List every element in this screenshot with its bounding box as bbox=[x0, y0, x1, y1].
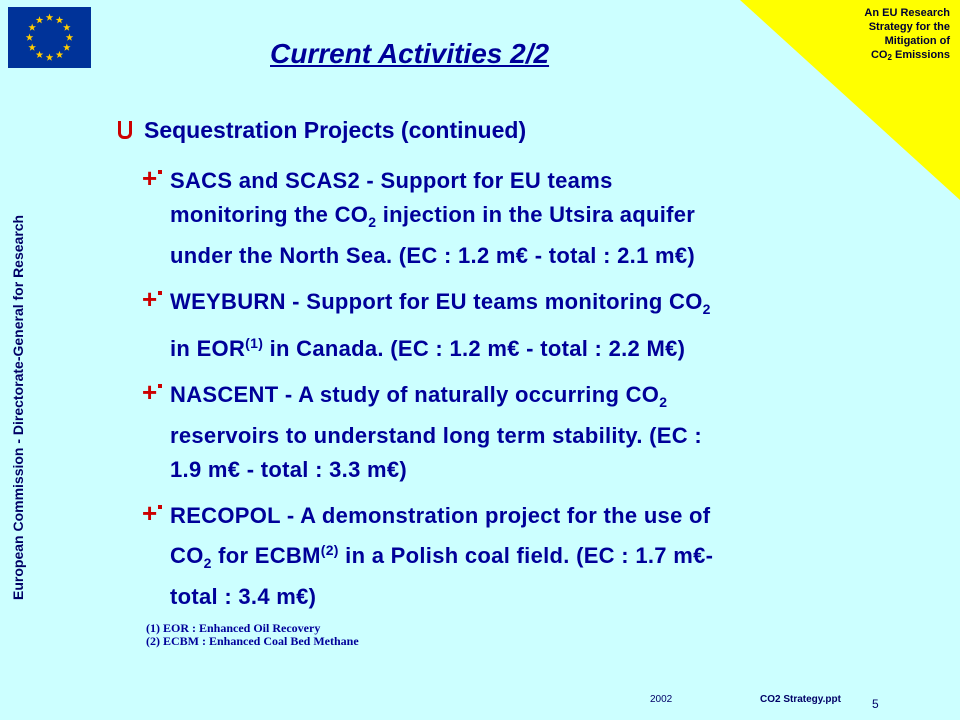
eu-star-icon bbox=[28, 44, 36, 51]
plus-bullet-icon: + bbox=[142, 288, 166, 312]
eu-star-icon bbox=[63, 24, 71, 31]
eu-star-icon bbox=[46, 14, 54, 21]
project-item-line: WEYBURN - Support for EU teams monitoring $CO_2$ bbox=[170, 289, 711, 317]
project-item-line: $CO_2$ for ECBM$^{(2)}$ in a Polish coal field. (EC : 1.7 m€- bbox=[170, 542, 714, 571]
u-bullet-icon bbox=[118, 121, 132, 139]
footer-year: 2002 bbox=[650, 694, 673, 705]
eu-star-icon bbox=[36, 16, 44, 23]
project-item-line: total : 3.4 m€) bbox=[170, 584, 317, 609]
footnote: (1) EOR : Enhanced Oil Recovery bbox=[146, 621, 321, 635]
corner-line-last: $CO_2$ Emissions bbox=[870, 49, 950, 62]
eu-star-icon bbox=[56, 51, 64, 58]
project-item-line: under the North Sea. (EC : 1.2 m€ - total : 2.1 m€) bbox=[170, 243, 696, 268]
eu-star-icon bbox=[28, 24, 36, 31]
section-heading bbox=[118, 117, 526, 144]
project-item-line: monitoring the $CO_2$ injection in the Utsira aquifer bbox=[170, 202, 696, 230]
project-item bbox=[142, 285, 882, 366]
project-item-line: RECOPOL - A demonstration project for the use of bbox=[170, 503, 711, 528]
footnotes bbox=[146, 622, 359, 648]
project-item-line: in EOR$^{(1)}$ in Canada. (EC : 1.2 m€ - total : 2.2 M€) bbox=[170, 335, 686, 361]
eu-star-icon bbox=[26, 34, 34, 41]
eu-star-icon bbox=[36, 51, 44, 58]
eu-flag-logo bbox=[8, 7, 91, 68]
project-list bbox=[142, 164, 882, 626]
eu-stars-icon bbox=[8, 7, 91, 68]
slide-title: Current Activities 2/2 bbox=[270, 38, 550, 69]
corner-banner-text bbox=[810, 6, 950, 65]
project-item bbox=[142, 378, 882, 487]
vertical-org-label: European Commission - Directorate-General for Research bbox=[10, 214, 26, 600]
project-item bbox=[142, 499, 882, 614]
project-item-line: reservoirs to understand long term stability. (EC : bbox=[170, 423, 702, 448]
footer-file-name: CO2 Strategy.ppt bbox=[760, 694, 841, 705]
eu-star-icon bbox=[46, 54, 54, 61]
plus-bullet-icon: + bbox=[142, 381, 166, 405]
section-heading-text: Sequestration Projects (continued) bbox=[144, 117, 527, 143]
eu-star-icon bbox=[56, 16, 64, 23]
footnote: (2) ECBM : Enhanced Coal Bed Methane bbox=[146, 634, 359, 648]
project-item-line: NASCENT - A study of naturally occurring $CO_2$ bbox=[170, 382, 668, 410]
eu-star-icon bbox=[63, 44, 71, 51]
corner-line: An EU Research bbox=[864, 7, 950, 19]
project-item-line: 1.9 m€ - total : 3.3 m€) bbox=[170, 457, 408, 482]
corner-line: Mitigation of bbox=[884, 35, 950, 47]
page-number: 5 bbox=[872, 697, 879, 711]
eu-star-icon bbox=[66, 34, 74, 41]
plus-bullet-icon: + bbox=[142, 502, 166, 526]
corner-line: Strategy for the bbox=[868, 21, 950, 33]
project-item-line: SACS and SCAS2 - Support for EU teams bbox=[170, 168, 613, 193]
plus-bullet-icon: + bbox=[142, 167, 166, 191]
project-item bbox=[142, 164, 882, 273]
